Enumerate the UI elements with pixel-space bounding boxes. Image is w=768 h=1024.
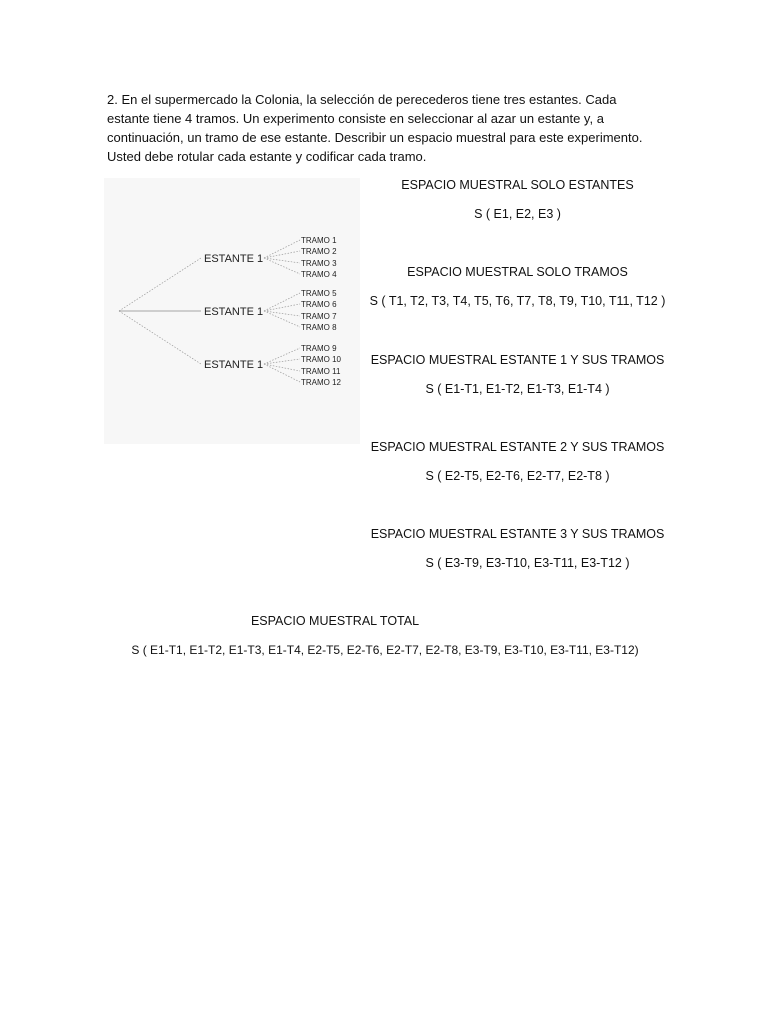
total-set: S ( E1-T1, E1-T2, E1-T3, E1-T4, E2-T5, E2-T6, E2-T7, E2-T8, E3-T9, E3-T10, E3-T11, E3-T12) [131,643,639,657]
root-branch-3 [119,311,201,364]
shelf-label-3: ESTANTE 1 [204,359,264,371]
section-title-tramos: ESPACIO MUESTRAL SOLO TRAMOS [407,265,628,279]
shelf-label-2: ESTANTE 1 [204,306,264,318]
tree-diagram [104,178,360,444]
tramo-label: TRAMO 6 [301,300,337,309]
shelf-3-branch-2 [264,359,300,364]
total-title: ESPACIO MUESTRAL TOTAL [250,614,420,628]
section-title-estantes: ESPACIO MUESTRAL SOLO ESTANTES [401,178,634,192]
tramo-label: TRAMO 11 [301,367,341,376]
shelf-3-branch-4 [264,364,300,382]
section-set-estante-3: S ( E3-T9, E3-T10, E3-T11, E3-T12 ) [425,556,630,570]
tramo-label: TRAMO 12 [301,378,342,387]
shelf-2-branch-3 [264,311,300,316]
shelf-2-branch-1 [264,293,300,311]
root-branch-1 [119,258,201,311]
shelf-1-branch-3 [264,258,300,263]
tramo-label: TRAMO 2 [301,247,337,256]
section-set-estante-2: S ( E2-T5, E2-T6, E2-T7, E2-T8 ) [425,469,610,483]
tramo-label: TRAMO 10 [301,355,342,364]
tramo-label: TRAMO 8 [301,323,337,332]
section-set-estante-1: S ( E1-T1, E1-T2, E1-T3, E1-T4 ) [425,382,610,396]
tramo-label: TRAMO 7 [301,312,337,321]
section-title-estante-2: ESPACIO MUESTRAL ESTANTE 2 Y SUS TRAMOS [370,440,665,454]
problem-statement: 2. En el supermercado la Colonia, la selección de perecederos tiene tres estantes. Cada estante tiene 4 tramos. Un experimento consiste en seleccionar al azar un estante y, a continuación, un tramo de ese estante. Describir un espacio muestral para este experimento. Usted debe rotular cada estante y codificar cada tramo. [107,92,643,164]
shelf-label-1: ESTANTE 1 [204,253,264,265]
tramo-label: TRAMO 3 [301,259,337,268]
tree-diagram-svg [104,178,360,444]
section-set-tramos: S ( T1, T2, T3, T4, T5, T6, T7, T8, T9, T10, T11, T12 ) [369,294,666,308]
tramo-label: TRAMO 9 [301,344,337,353]
section-title-estante-3: ESPACIO MUESTRAL ESTANTE 3 Y SUS TRAMOS [370,527,665,541]
tramo-label: TRAMO 5 [301,289,337,298]
shelf-2-branch-2 [264,304,300,311]
tramo-label: TRAMO 1 [301,236,337,245]
shelf-1-branch-1 [264,240,300,258]
tramo-label: TRAMO 4 [301,270,337,279]
section-set-estantes: S ( E1, E2, E3 ) [474,207,561,221]
section-title-estante-1: ESPACIO MUESTRAL ESTANTE 1 Y SUS TRAMOS [370,353,665,367]
shelf-3-branch-3 [264,364,300,371]
shelf-1-branch-2 [264,251,300,258]
